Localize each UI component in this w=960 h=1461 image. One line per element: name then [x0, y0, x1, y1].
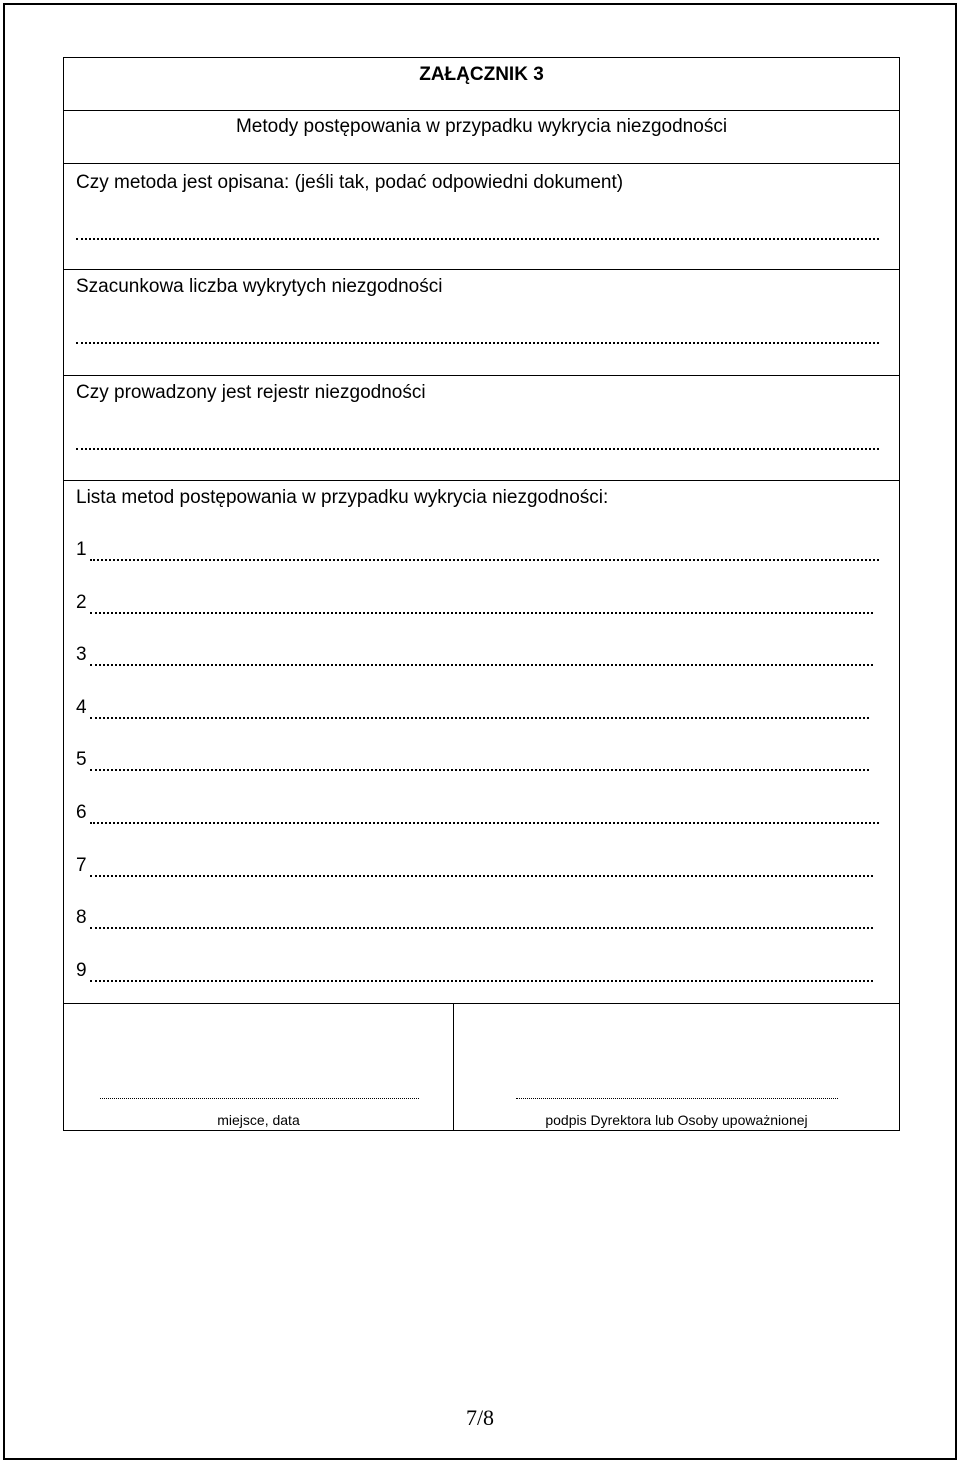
form-subtitle: Metody postępowania w przypadku wykrycia niezgodności [235, 116, 728, 137]
section-method-described [64, 164, 899, 270]
answer-field-method-described[interactable] [76, 224, 879, 244]
method-field-1[interactable] [90, 559, 879, 561]
method-number: 6 [76, 802, 87, 823]
methods-list-label: Lista metod postępowania w przypadku wykrycia niezgodności: [76, 487, 609, 508]
answer-field-estimate[interactable] [76, 328, 879, 348]
director-signature-caption: podpis Dyrektora lub Osoby upoważnionej [545, 1112, 808, 1128]
place-date-caption: miejsce, data [217, 1112, 300, 1128]
title-row [64, 58, 899, 111]
question-estimate: Szacunkowa liczba wykrytych niezgodności [76, 276, 443, 297]
method-field-8[interactable] [90, 927, 873, 929]
method-field-9[interactable] [90, 980, 873, 982]
place-date-field[interactable] [100, 1098, 419, 1099]
method-number: 1 [76, 539, 87, 560]
form-table [63, 57, 900, 1131]
director-signature-field[interactable] [516, 1098, 838, 1099]
method-number: 5 [76, 749, 87, 770]
section-methods-list [64, 481, 899, 1004]
question-register: Czy prowadzony jest rejestr niezgodności [76, 382, 426, 403]
method-number: 2 [76, 592, 87, 613]
method-number: 4 [76, 697, 87, 718]
section-estimate [64, 270, 899, 376]
method-number: 9 [76, 960, 87, 981]
section-register [64, 376, 899, 481]
question-method-described: Czy metoda jest opisana: (jeśli tak, podać odpowiedni dokument) [76, 172, 624, 193]
signature-box-director [454, 1004, 899, 1130]
form-title: ZAŁĄCZNIK 3 [419, 64, 544, 85]
method-field-2[interactable] [90, 612, 873, 614]
page-number: 7/8 [465, 1405, 495, 1430]
method-field-4[interactable] [90, 717, 869, 719]
answer-field-register[interactable] [76, 434, 879, 454]
method-number: 8 [76, 907, 87, 928]
method-field-6[interactable] [90, 822, 879, 824]
method-field-5[interactable] [90, 769, 869, 771]
signature-box-place-date [64, 1004, 454, 1130]
method-number: 3 [76, 644, 87, 665]
method-field-3[interactable] [90, 664, 873, 666]
method-field-7[interactable] [90, 875, 873, 877]
method-number: 7 [76, 855, 87, 876]
